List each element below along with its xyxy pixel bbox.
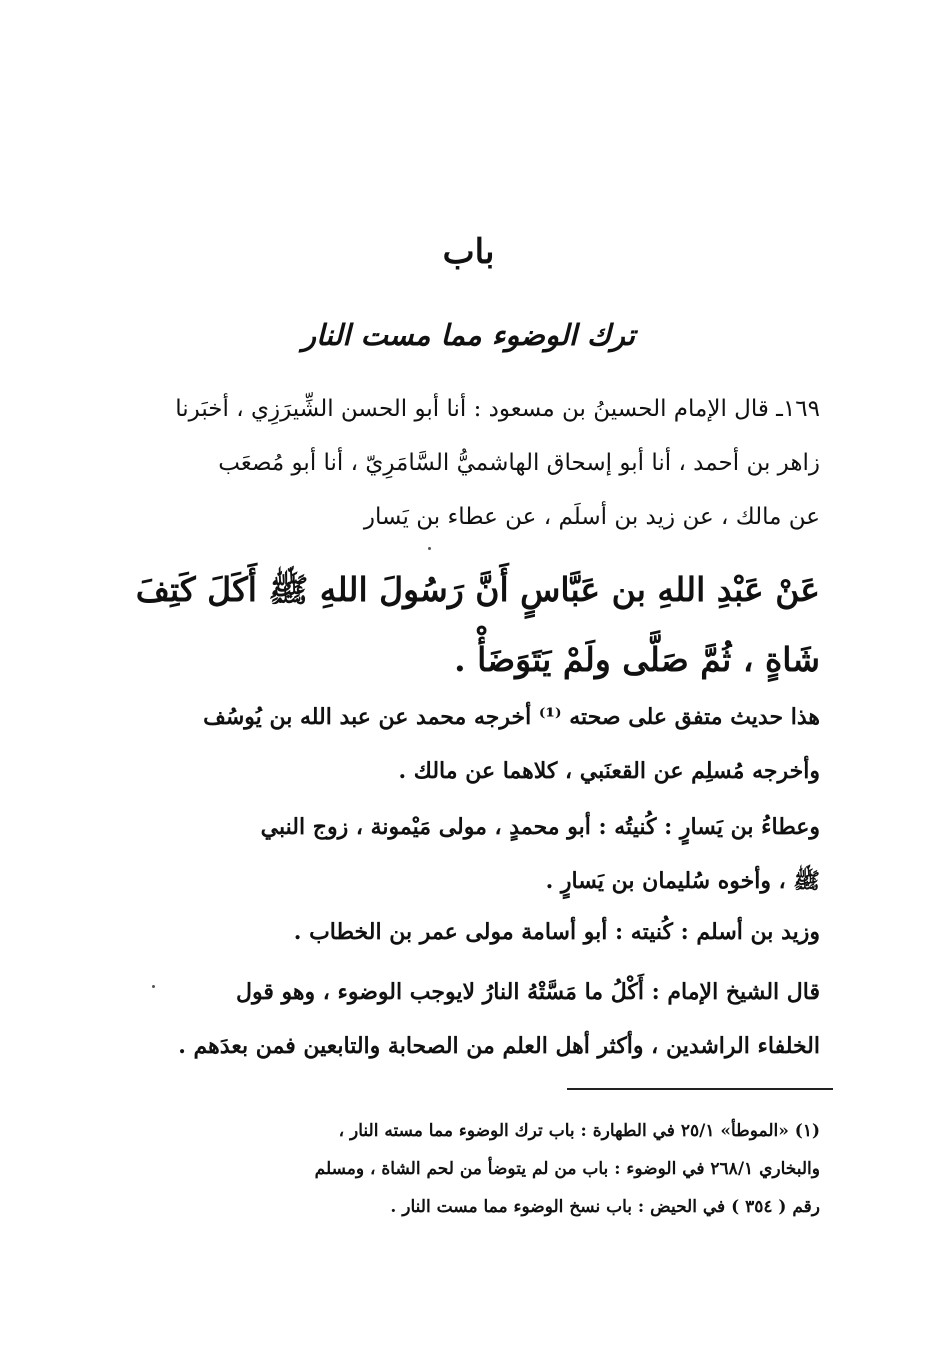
isnad-line: زاهر بن أحمد ، أنا أبو إسحاق الهاشميُّ السَّامَرِيّ ، أنا أبو مُصعَب — [218, 450, 820, 476]
footnotes — [172, 1112, 820, 1226]
imam-line: الخلفاء الراشدين ، وأكثر أهل العلم من الصحابة والتابعين فمن بعدَهم . — [178, 1033, 820, 1059]
hadith-line: عَنْ عَبْدِ اللهِ بن عَبَّاسٍ أَنَّ رَسُولَ اللهِ ﷺ أَكَلَ كَتِفَ — [135, 570, 820, 609]
ata-paragraph — [172, 800, 820, 908]
imam-paragraph — [172, 965, 820, 1073]
grading-line: وأخرجه مُسلِم عن القعنَبي ، كلاهما عن مالك . — [398, 758, 820, 784]
grading-line: هذا حديث متفق على صحته ⁽¹⁾ أخرجه محمد عن عبد الله بن يُوسُف — [203, 704, 820, 730]
chapter-title: ترك الوضوء مما مست النار — [302, 318, 635, 352]
chapter-heading: باب — [442, 232, 495, 272]
hadith-line: شَاةٍ ، ثُمَّ صَلَّى ولَمْ يَتَوَضَأْ . — [454, 640, 820, 679]
zayd-paragraph — [172, 905, 820, 959]
footnote-line: رقم ( ٣٥٤ ) في الحيض : باب نسخ الوضوء مما مست النار . — [390, 1197, 820, 1217]
imam-line: قال الشيخ الإمام : أَكْلُ ما مَسَّتْهُ النارُ لايوجب الوضوء ، وهو قول — [235, 979, 820, 1005]
ata-line: ﷺ ، وأخوه سُليمان بن يَسارٍ . — [545, 868, 820, 894]
ata-line: وعطاءُ بن يَسارٍ : كُنيتُه : أبو محمدٍ ، مولى مَيْمونة ، زوج النبي — [260, 814, 820, 840]
scan-speck — [152, 985, 155, 988]
zayd-line: وزيد بن أسلم : كُنيته : أبو أسامة مولى عمر بن الخطاب . — [293, 919, 820, 945]
hadith-text — [135, 555, 820, 695]
isnad-line: عن مالك ، عن زيد بن أسلَم ، عن عطاء بن يَسار — [363, 504, 820, 530]
isnad-line: ١٦٩ـ قال الإمام الحسينُ بن مسعود : أنا أبو الحسن الشِّيرَزِي ، أخبَرنا — [175, 396, 820, 422]
footnote-line: والبخاري ٢٦٨/١ في الوضوء : باب من لم يتوضأ من لحم الشاة ، ومسلم — [314, 1159, 820, 1179]
grading-paragraph — [172, 690, 820, 798]
footnote-line: (١) «الموطأ» ٢٥/١ في الطهارة : باب ترك الوضوء مما مسته النار ، — [338, 1121, 820, 1141]
isnad-paragraph — [172, 382, 820, 544]
scan-speck — [428, 547, 431, 550]
footnote-divider — [567, 1088, 833, 1090]
